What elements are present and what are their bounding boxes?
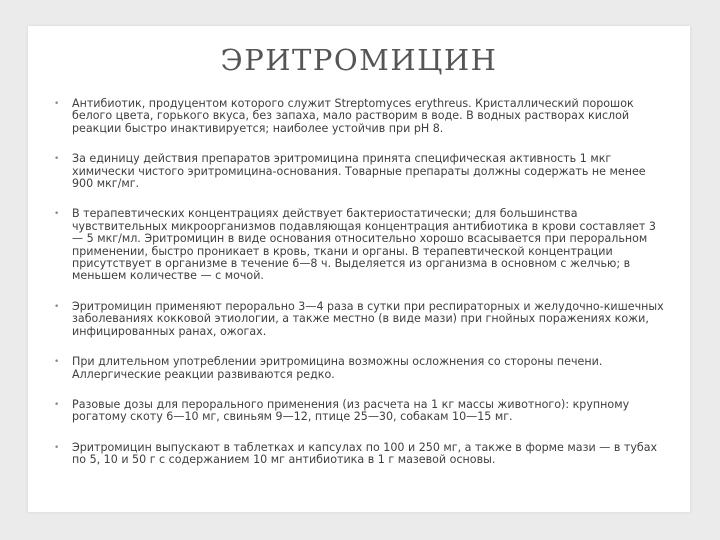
bullet-dot-icon: • [54, 442, 60, 453]
bullet-item [54, 399, 664, 424]
bullet-dot-icon: • [54, 399, 60, 410]
bullet-text: За единицу действия препаратов эритромицина принята специфическая активность 1 мкг химически чистого эритромицина-основания. Товарные препараты должны содержать не менее 900 мкг/мг. [72, 152, 646, 191]
bullet-dot-icon: • [54, 357, 60, 368]
bullet-text: Антибиотик, продуцентом которого служит Streptomyces erythreus. Кристаллический порошок белого цвета, горького вкуса, без запаха, мало растворим в воде. В водных растворах кислой реакции быстро инактивируется; наиболее устойчив при рН 8. [72, 97, 634, 135]
bullet-item [54, 153, 664, 190]
slide [28, 26, 690, 512]
bullet-text: Разовые дозы для перорального применения (из расчета на 1 кг массы животного): крупному рогатому скоту 6—10 мг, свиньям 9—12, птице 25—30, собакам 10—15 мг. [72, 397, 630, 424]
bullet-item [54, 208, 664, 282]
bullet-text: При длительном употреблении эритромицина возможны осложнения со стороны печени. Аллергические реакции развиваются редко. [72, 355, 603, 381]
bullet-dot-icon: • [54, 154, 60, 165]
bullet-list [54, 98, 664, 485]
bullet-dot-icon: • [54, 301, 60, 312]
bullet-item [54, 98, 664, 135]
bullet-dot-icon: • [54, 209, 60, 220]
bullet-item [54, 356, 664, 381]
bullet-text: Эритромицин выпускают в таблетках и капсулах по 100 и 250 мг, а также в форме мази — в тубах по 5, 10 и 50 г с содержанием 10 мг антибиотика в 1 г мазевой основы. [72, 440, 658, 467]
bullet-text: В терапевтических концентрациях действует бактериостатически; для большинства чувствительных микроорганизмов подавляющая концентрация антибиотика в крови составляет 3— 5 мкг/мл. Эритромицин в виде основания относительно хорошо всасывается при пероральном применении, быстро проникает в кровь, ткани и органы. В терапевтической концентрации присутствует в организме в течение 6—8 ч. Выделяется из организма в основном с желчью; в меньшем количестве — с мочой. [72, 207, 656, 283]
bullet-item [54, 442, 664, 467]
slide-title: ЭРИТРОМИЦИН [220, 43, 498, 77]
bullet-dot-icon: • [54, 99, 60, 109]
bullet-item [54, 301, 664, 338]
bullet-text: Эритромицин применяют перорально 3—4 раза в сутки при респираторных и желудочно-кишечных заболеваниях кокковой этиологии, а также местно (в виде мази) при гнойных поражениях кожи, инфицированных ранах, ожогах. [72, 299, 664, 338]
